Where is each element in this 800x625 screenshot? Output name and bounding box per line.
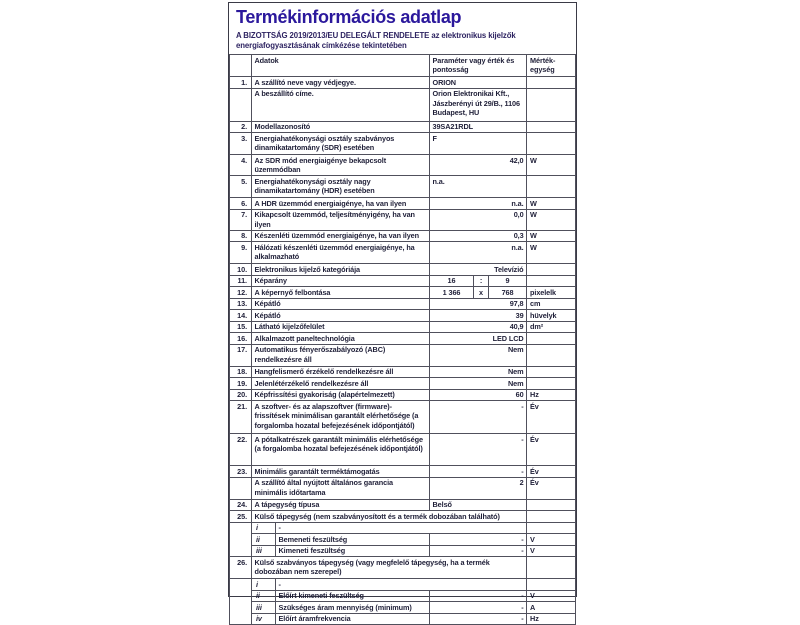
row-unit: A bbox=[527, 602, 576, 614]
row-number: 2. bbox=[230, 121, 252, 133]
table-row bbox=[230, 344, 576, 366]
row-value: - bbox=[430, 434, 527, 466]
row-unit: Év bbox=[527, 477, 576, 499]
address-line: Jászberényi út 29/B., 1106 bbox=[432, 98, 520, 108]
row-value: - bbox=[276, 579, 527, 591]
row-value: 2 bbox=[430, 477, 527, 499]
row-label: Automatikus fényerőszabályozó (ABC) rendelkezésre áll bbox=[252, 344, 430, 366]
document-header bbox=[229, 3, 576, 52]
row-label: Minimális garantált terméktámogatás bbox=[252, 466, 430, 478]
row-unit bbox=[527, 121, 576, 133]
row-label: Kikapcsolt üzemmód, teljesítményigény, ha van ilyen bbox=[252, 209, 430, 230]
row-number bbox=[230, 522, 252, 557]
row-value: - bbox=[430, 401, 527, 434]
header-num-cell bbox=[230, 55, 252, 77]
row-value: LED LCD bbox=[430, 333, 527, 345]
row-unit: V bbox=[527, 545, 576, 557]
row-subnumber: ii bbox=[252, 534, 276, 546]
row-value: - bbox=[430, 534, 527, 546]
row-value: ORION bbox=[430, 77, 527, 89]
row-value: 97,8 bbox=[430, 298, 527, 310]
row-value: - bbox=[430, 545, 527, 557]
row-unit bbox=[527, 333, 576, 345]
row-label: Energiahatékonysági osztály szabványos dinamikatartomány (SDR) esetében bbox=[252, 133, 430, 155]
row-value: 39SA21RDL bbox=[430, 121, 527, 133]
row-unit: W bbox=[527, 242, 576, 264]
table-row bbox=[230, 557, 576, 579]
row-unit bbox=[527, 88, 576, 121]
table-row bbox=[230, 264, 576, 276]
row-number: 7. bbox=[230, 209, 252, 230]
row-value: - bbox=[430, 590, 527, 602]
table-row bbox=[230, 230, 576, 242]
row-value: 42,0 bbox=[430, 155, 527, 176]
row-label: A tápegység típusa bbox=[252, 499, 430, 511]
table-row bbox=[230, 434, 576, 466]
table-row bbox=[230, 121, 576, 133]
row-value-b: 9 bbox=[489, 275, 527, 287]
row-unit bbox=[527, 275, 576, 287]
row-unit: W bbox=[527, 209, 576, 230]
row-unit bbox=[527, 133, 576, 155]
row-unit bbox=[527, 499, 576, 511]
row-number: 3. bbox=[230, 133, 252, 155]
row-value: - bbox=[430, 602, 527, 614]
row-unit: pixelelk bbox=[527, 287, 576, 299]
row-label: Energiahatékonysági osztály nagy dinamikatartomány (HDR) esetében bbox=[252, 176, 430, 198]
row-number: 12. bbox=[230, 287, 252, 299]
row-unit bbox=[527, 378, 576, 390]
table-row bbox=[230, 534, 576, 546]
row-unit: W bbox=[527, 230, 576, 242]
row-number: 10. bbox=[230, 264, 252, 276]
row-label: A képernyő felbontása bbox=[252, 287, 430, 299]
row-unit bbox=[527, 77, 576, 89]
table-row bbox=[230, 333, 576, 345]
row-value: 0,0 bbox=[430, 209, 527, 230]
address-line: Budapest, HU bbox=[432, 108, 480, 117]
table-row bbox=[230, 579, 576, 591]
row-subnumber: i bbox=[252, 522, 276, 534]
row-label: Képátló bbox=[252, 310, 430, 322]
row-unit: hüvelyk bbox=[527, 310, 576, 322]
row-value: 60 bbox=[430, 389, 527, 401]
row-unit bbox=[527, 511, 576, 523]
row-label: Képátló bbox=[252, 298, 430, 310]
row-value: 0,3 bbox=[430, 230, 527, 242]
row-label: Hangfelismerő érzékelő rendelkezésre áll bbox=[252, 366, 430, 378]
row-value: Televízió bbox=[430, 264, 527, 276]
table-header-row bbox=[230, 55, 576, 77]
table-row bbox=[230, 378, 576, 390]
header-parameter: Paraméter vagy érték és pontosság bbox=[430, 55, 527, 77]
row-subnumber: i bbox=[252, 579, 276, 591]
row-label: A beszállító címe. bbox=[252, 88, 430, 121]
row-label: A szállító által nyújtott általános garancia minimális időtartama bbox=[252, 477, 430, 499]
row-value: Nem bbox=[430, 378, 527, 390]
row-number: 6. bbox=[230, 198, 252, 210]
row-label: Képarány bbox=[252, 275, 430, 287]
row-value: - bbox=[276, 522, 527, 534]
product-info-document bbox=[228, 2, 577, 623]
row-unit bbox=[527, 522, 576, 534]
row-number: 24. bbox=[230, 499, 252, 511]
row-label: Készenléti üzemmód energiaigénye, ha van ilyen bbox=[252, 230, 430, 242]
row-number: 17. bbox=[230, 344, 252, 366]
product-info-table bbox=[229, 54, 576, 625]
row-label: Látható kijelzőfelület bbox=[252, 321, 430, 333]
row-label: Külső szabványos tápegység (vagy megfelelő tápegység, ha a termék dobozában nem szerepel) bbox=[252, 557, 527, 579]
row-label: Jelenlétérzékelő rendelkezésre áll bbox=[252, 378, 430, 390]
row-label: Külső tápegység (nem szabványosított és a termék dobozában található) bbox=[252, 511, 527, 523]
row-value-sep: : bbox=[474, 275, 489, 287]
table-row bbox=[230, 602, 576, 614]
row-label: Hálózati készenléti üzemmód energiaigénye, ha alkalmazható bbox=[252, 242, 430, 264]
row-number: 15. bbox=[230, 321, 252, 333]
table-row bbox=[230, 499, 576, 511]
row-value: - bbox=[430, 466, 527, 478]
table-row bbox=[230, 155, 576, 176]
row-number: 9. bbox=[230, 242, 252, 264]
row-value: Belső bbox=[430, 499, 527, 511]
row-unit bbox=[527, 344, 576, 366]
table-row bbox=[230, 88, 576, 121]
row-subnumber: iv bbox=[252, 613, 276, 625]
row-label: Bemeneti feszültség bbox=[276, 534, 430, 546]
row-label: A szoftver- és az alapszoftver (firmware)-frissítések minimálisan garantált elérhetősége (a forgalomba hozatal befejezésének időpontjától) bbox=[252, 401, 430, 434]
row-number: 20. bbox=[230, 389, 252, 401]
row-value: 40,9 bbox=[430, 321, 527, 333]
row-unit: W bbox=[527, 155, 576, 176]
table-row bbox=[230, 590, 576, 602]
address-line: Orion Elektronikai Kft., bbox=[432, 89, 510, 98]
document-subtitle: A BIZOTTSÁG 2019/2013/EU DELEGÁLT RENDELETE az elektronikus kijelzők energiafogyasztásának címkézése tekintetében bbox=[236, 31, 516, 50]
row-label: Kimeneti feszültség bbox=[276, 545, 430, 557]
row-number: 13. bbox=[230, 298, 252, 310]
row-value: Nem bbox=[430, 366, 527, 378]
row-unit: W bbox=[527, 198, 576, 210]
row-unit bbox=[527, 366, 576, 378]
table-row bbox=[230, 275, 576, 287]
row-unit: Hz bbox=[527, 389, 576, 401]
header-adatok: Adatok bbox=[252, 55, 430, 77]
row-value bbox=[430, 88, 527, 121]
table-row bbox=[230, 401, 576, 434]
row-value: Nem bbox=[430, 344, 527, 366]
row-label: Szükséges áram mennyiség (minimum) bbox=[276, 602, 430, 614]
row-label: Előírt kimeneti feszültség bbox=[276, 590, 430, 602]
row-number: 1. bbox=[230, 77, 252, 89]
table-row bbox=[230, 133, 576, 155]
table-row bbox=[230, 522, 576, 534]
table-row bbox=[230, 209, 576, 230]
row-value: n.a. bbox=[430, 176, 527, 198]
table-row bbox=[230, 466, 576, 478]
row-label: Az SDR mód energiaigénye bekapcsolt üzemmódban bbox=[252, 155, 430, 176]
row-label: Képfrissítési gyakoriság (alapértelmezett) bbox=[252, 389, 430, 401]
table-row bbox=[230, 389, 576, 401]
table-row bbox=[230, 613, 576, 625]
row-value: n.a. bbox=[430, 198, 527, 210]
row-unit: Év bbox=[527, 466, 576, 478]
row-label: A szállító neve vagy védjegye. bbox=[252, 77, 430, 89]
row-number: 14. bbox=[230, 310, 252, 322]
row-label: Elektronikus kijelző kategóriája bbox=[252, 264, 430, 276]
row-value-b: 768 bbox=[489, 287, 527, 299]
row-subnumber: iii bbox=[252, 602, 276, 614]
table-row bbox=[230, 176, 576, 198]
row-label: A HDR üzemmód energiaigénye, ha van ilyen bbox=[252, 198, 430, 210]
header-unit: Mérték-egység bbox=[527, 55, 576, 77]
row-number: 5. bbox=[230, 176, 252, 198]
row-unit: Év bbox=[527, 401, 576, 434]
row-number: 8. bbox=[230, 230, 252, 242]
row-number: 25. bbox=[230, 511, 252, 523]
row-unit: cm bbox=[527, 298, 576, 310]
document-title: Termékinformációs adatlap bbox=[236, 7, 462, 27]
row-number: 18. bbox=[230, 366, 252, 378]
row-value-a: 1 366 bbox=[430, 287, 474, 299]
table-row bbox=[230, 321, 576, 333]
row-number: 26. bbox=[230, 557, 252, 579]
row-unit bbox=[527, 264, 576, 276]
table-row bbox=[230, 511, 576, 523]
row-subnumber: ii bbox=[252, 590, 276, 602]
row-number: 23. bbox=[230, 466, 252, 478]
row-subnumber: iii bbox=[252, 545, 276, 557]
table-row bbox=[230, 287, 576, 299]
table-row bbox=[230, 366, 576, 378]
row-value: 39 bbox=[430, 310, 527, 322]
row-unit: V bbox=[527, 534, 576, 546]
row-number bbox=[230, 579, 252, 625]
row-label: Alkalmazott paneltechnológia bbox=[252, 333, 430, 345]
row-unit: Hz bbox=[527, 613, 576, 625]
row-number: 11. bbox=[230, 275, 252, 287]
row-number bbox=[230, 88, 252, 121]
row-number bbox=[230, 477, 252, 499]
row-value: n.a. bbox=[430, 242, 527, 264]
row-label: A pótalkatrészek garantált minimális elérhetősége (a forgalomba hozatal befejezésének időpontjától) bbox=[252, 434, 430, 466]
table-row bbox=[230, 198, 576, 210]
table-row bbox=[230, 298, 576, 310]
row-unit: dm² bbox=[527, 321, 576, 333]
row-number: 19. bbox=[230, 378, 252, 390]
row-value-a: 16 bbox=[430, 275, 474, 287]
table-row bbox=[230, 310, 576, 322]
row-unit bbox=[527, 557, 576, 579]
row-value-sep: x bbox=[474, 287, 489, 299]
row-value: F bbox=[430, 133, 527, 155]
table-row bbox=[230, 242, 576, 264]
row-value: - bbox=[430, 613, 527, 625]
table-row bbox=[230, 477, 576, 499]
row-unit: V bbox=[527, 590, 576, 602]
row-number: 4. bbox=[230, 155, 252, 176]
row-unit: Év bbox=[527, 434, 576, 466]
row-unit bbox=[527, 579, 576, 591]
row-label: Előírt áramfrekvencia bbox=[276, 613, 430, 625]
row-number: 21. bbox=[230, 401, 252, 434]
row-unit bbox=[527, 176, 576, 198]
row-label: Modellazonosító bbox=[252, 121, 430, 133]
table-row bbox=[230, 545, 576, 557]
row-number: 16. bbox=[230, 333, 252, 345]
row-number: 22. bbox=[230, 434, 252, 466]
table-row bbox=[230, 77, 576, 89]
